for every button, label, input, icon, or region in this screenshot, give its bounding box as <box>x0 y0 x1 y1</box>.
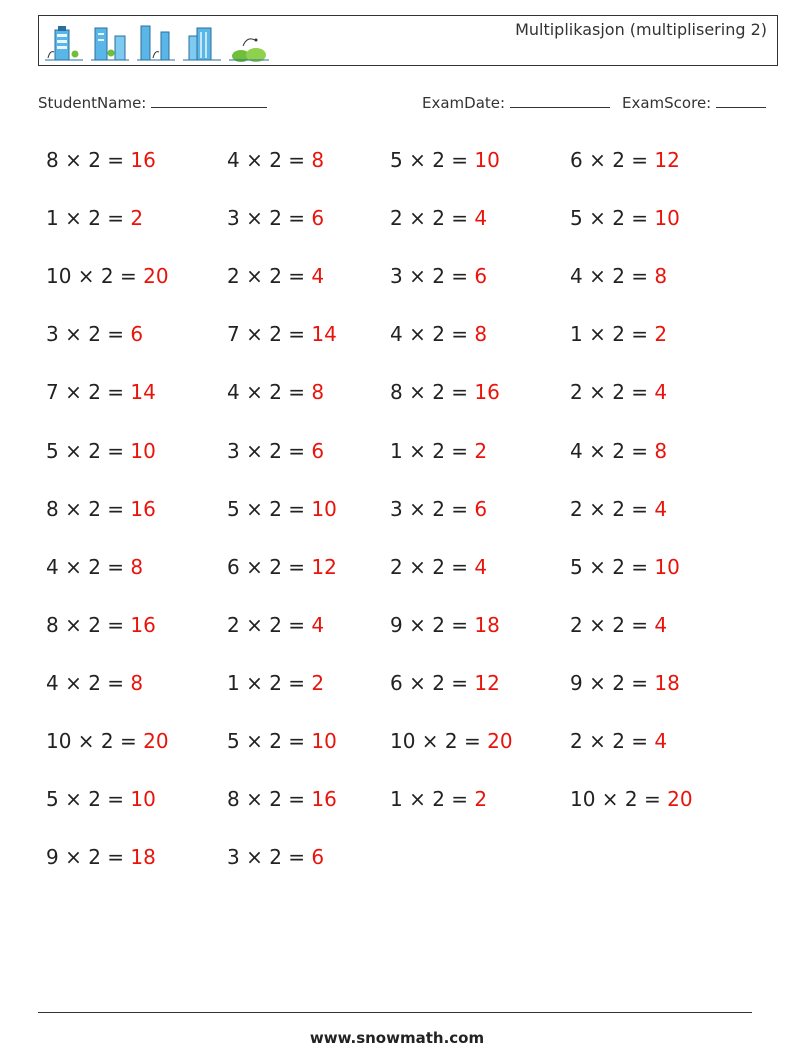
problem-question: 3 × 2 = <box>227 438 312 463</box>
problem-item <box>227 555 337 579</box>
problem-question: 6 × 2 = <box>227 554 312 579</box>
problem-answer: 8 <box>130 670 144 695</box>
problem-question: 5 × 2 = <box>46 787 131 812</box>
problem-question: 3 × 2 = <box>227 206 312 231</box>
problem-item <box>570 439 667 463</box>
problem-item <box>570 206 680 230</box>
problem-answer: 20 <box>487 729 513 753</box>
problem-item <box>227 322 337 346</box>
problem-question: 1 × 2 = <box>227 670 312 695</box>
problem-question: 4 × 2 = <box>390 322 475 347</box>
problem-answer: 18 <box>474 612 500 637</box>
problem-question: 6 × 2 = <box>390 670 475 695</box>
problem-answer: 12 <box>311 554 337 579</box>
problem-question: 3 × 2 = <box>46 322 131 347</box>
problem-answer: 14 <box>130 380 156 405</box>
problem-answer: 6 <box>474 496 488 521</box>
problem-question: 10 × 2 = <box>46 729 144 753</box>
problem-question: 6 × 2 = <box>570 148 655 172</box>
problem-question: 1 × 2 = <box>570 322 655 347</box>
problem-answer: 16 <box>130 612 156 637</box>
problem-answer: 16 <box>130 148 156 172</box>
problem-question: 5 × 2 = <box>570 206 655 231</box>
problem-answer: 4 <box>311 264 325 289</box>
problem-question: 9 × 2 = <box>46 845 131 870</box>
problem-question: 4 × 2 = <box>227 380 312 405</box>
problem-answer: 4 <box>474 554 488 579</box>
problem-answer: 4 <box>654 496 668 521</box>
problem-question: 7 × 2 = <box>227 322 312 347</box>
problem-item <box>390 439 487 463</box>
footer-url: www.snowmath.com <box>309 1029 485 1047</box>
problem-answer: 18 <box>654 670 680 695</box>
problem-answer: 14 <box>311 322 337 347</box>
problem-question: 3 × 2 = <box>227 845 312 870</box>
problem-item <box>46 380 156 404</box>
problem-answer: 10 <box>130 787 156 812</box>
problem-question: 10 × 2 = <box>46 264 144 289</box>
problem-question: 1 × 2 = <box>390 438 475 463</box>
problem-answer: 16 <box>474 380 500 405</box>
problem-item <box>46 845 156 869</box>
problem-answer: 20 <box>667 787 693 812</box>
problem-question: 4 × 2 = <box>227 148 312 172</box>
problem-question: 8 × 2 = <box>227 787 312 812</box>
problem-item <box>227 264 324 288</box>
problem-item <box>227 671 324 695</box>
problem-question: 5 × 2 = <box>390 148 475 172</box>
problem-answer: 4 <box>654 729 668 753</box>
problem-question: 2 × 2 = <box>570 496 655 521</box>
worksheet-title: Multiplikasjon (multiplisering 2) <box>515 20 767 39</box>
problem-answer: 4 <box>654 612 668 637</box>
problem-item <box>46 787 156 811</box>
problem-item <box>46 671 143 695</box>
problem-item <box>570 671 680 695</box>
problem-question: 5 × 2 = <box>227 729 312 753</box>
footer-divider <box>38 1012 752 1013</box>
problem-answer: 16 <box>130 496 156 521</box>
problem-question: 2 × 2 = <box>390 206 475 231</box>
problem-item <box>227 613 324 637</box>
problem-answer: 6 <box>474 264 488 289</box>
exam-score-label: ExamScore: <box>622 94 712 112</box>
problem-question: 9 × 2 = <box>570 670 655 695</box>
problem-item <box>227 439 324 463</box>
problem-answer: 2 <box>654 322 668 347</box>
problem-item <box>570 322 667 346</box>
problem-item <box>390 555 487 579</box>
problem-question: 2 × 2 = <box>570 612 655 637</box>
problem-question: 2 × 2 = <box>570 729 655 753</box>
problem-question: 4 × 2 = <box>570 438 655 463</box>
problem-answer: 10 <box>311 496 337 521</box>
problem-answer: 2 <box>474 438 488 463</box>
problem-answer: 10 <box>654 206 680 231</box>
problem-answer: 8 <box>654 438 668 463</box>
problem-item <box>46 206 143 230</box>
problem-item <box>390 787 487 811</box>
problem-answer: 10 <box>474 148 500 172</box>
problem-question: 4 × 2 = <box>46 670 131 695</box>
problem-answer: 6 <box>311 206 325 231</box>
problem-item <box>390 613 500 637</box>
problem-question: 10 × 2 = <box>570 787 668 812</box>
problem-answer: 8 <box>311 148 325 172</box>
problem-question: 8 × 2 = <box>46 496 131 521</box>
exam-date-label: ExamDate: <box>422 94 506 112</box>
problem-item <box>570 497 667 521</box>
student-name-label: StudentName: <box>38 94 147 112</box>
problem-item <box>390 206 487 230</box>
problem-answer: 4 <box>311 612 325 637</box>
problem-item <box>227 787 337 811</box>
problem-question: 1 × 2 = <box>390 787 475 812</box>
problem-item <box>46 729 169 753</box>
problem-answer: 12 <box>654 148 680 172</box>
problem-question: 2 × 2 = <box>390 554 475 579</box>
problem-item <box>227 845 324 869</box>
problem-answer: 2 <box>311 670 325 695</box>
problem-item <box>390 148 500 172</box>
problem-answer: 10 <box>130 438 156 463</box>
problem-answer: 10 <box>311 729 337 753</box>
problem-answer: 8 <box>654 264 668 289</box>
problem-item <box>227 380 324 404</box>
problem-question: 3 × 2 = <box>390 264 475 289</box>
problem-question: 5 × 2 = <box>570 554 655 579</box>
problem-item <box>570 555 680 579</box>
problem-item <box>570 380 667 404</box>
problem-question: 3 × 2 = <box>390 496 475 521</box>
problem-answer: 2 <box>474 787 488 812</box>
problem-item <box>570 613 667 637</box>
problem-item <box>227 729 337 753</box>
problem-item <box>570 787 693 811</box>
problem-question: 8 × 2 = <box>46 148 131 172</box>
problem-answer: 2 <box>130 206 144 231</box>
problem-item <box>227 497 337 521</box>
problem-item <box>46 322 143 346</box>
problem-question: 2 × 2 = <box>227 612 312 637</box>
problem-item <box>390 671 500 695</box>
problem-item <box>46 264 169 288</box>
problem-answer: 20 <box>143 264 169 289</box>
problem-item <box>46 497 156 521</box>
problem-question: 4 × 2 = <box>46 554 131 579</box>
problem-item <box>570 729 667 753</box>
problem-item <box>570 264 667 288</box>
problem-answer: 6 <box>130 322 144 347</box>
problem-question: 2 × 2 = <box>227 264 312 289</box>
problem-item <box>46 148 156 172</box>
problem-question: 1 × 2 = <box>46 206 131 231</box>
problem-answer: 6 <box>311 438 325 463</box>
problem-answer: 18 <box>130 845 156 870</box>
problem-answer: 4 <box>474 206 488 231</box>
problem-answer: 8 <box>474 322 488 347</box>
problem-item <box>227 206 324 230</box>
problem-answer: 20 <box>143 729 169 753</box>
problem-answer: 10 <box>654 554 680 579</box>
problem-answer: 12 <box>474 670 500 695</box>
problem-item <box>390 380 500 404</box>
problem-question: 8 × 2 = <box>46 612 131 637</box>
problem-item <box>227 148 324 172</box>
problem-answer: 6 <box>311 845 325 870</box>
problem-item <box>390 264 487 288</box>
problem-answer: 4 <box>654 380 668 405</box>
problem-question: 5 × 2 = <box>46 438 131 463</box>
problem-answer: 16 <box>311 787 337 812</box>
problem-question: 4 × 2 = <box>570 264 655 289</box>
problem-item <box>46 555 143 579</box>
problem-question: 7 × 2 = <box>46 380 131 405</box>
problem-item <box>46 439 156 463</box>
problem-item <box>390 497 487 521</box>
problem-item <box>390 322 487 346</box>
problem-item <box>390 729 513 753</box>
problem-question: 2 × 2 = <box>570 380 655 405</box>
problem-question: 5 × 2 = <box>227 496 312 521</box>
problem-item <box>46 613 156 637</box>
problem-item <box>570 148 680 172</box>
problem-answer: 8 <box>130 554 144 579</box>
problem-answer: 8 <box>311 380 325 405</box>
problem-question: 8 × 2 = <box>390 380 475 405</box>
problem-question: 10 × 2 = <box>390 729 488 753</box>
problem-question: 9 × 2 = <box>390 612 475 637</box>
